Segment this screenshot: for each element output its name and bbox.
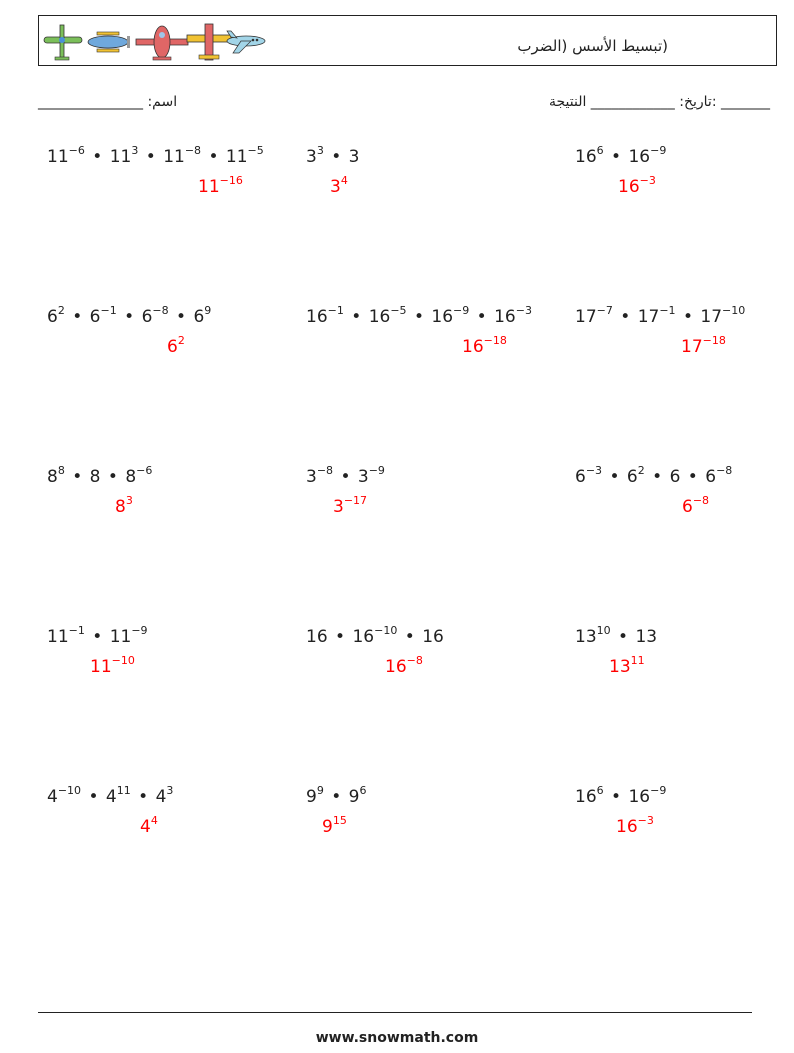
term-exponent: −1 bbox=[327, 304, 344, 317]
problem-item bbox=[297, 464, 512, 527]
blue-biplane-icon bbox=[88, 32, 130, 52]
answer-base: 4 bbox=[140, 817, 151, 837]
term-exponent: −6 bbox=[68, 144, 85, 157]
problem-item bbox=[38, 144, 264, 207]
term-base: 16 bbox=[628, 147, 651, 167]
term-exponent: −5 bbox=[247, 144, 264, 157]
term-base: 11 bbox=[109, 147, 132, 167]
term-base: 13 bbox=[635, 627, 658, 647]
term-exponent: −8 bbox=[316, 464, 334, 477]
term-base: 16 bbox=[575, 147, 597, 167]
term-exponent: −8 bbox=[184, 144, 202, 157]
problem-expression bbox=[47, 304, 212, 327]
multiply-dot: • bbox=[325, 147, 347, 167]
term-base: 3 bbox=[348, 147, 360, 167]
term-exponent: 9 bbox=[316, 784, 324, 797]
answer bbox=[682, 494, 710, 517]
multiply-dot: • bbox=[408, 307, 430, 327]
answer-exponent: −3 bbox=[637, 814, 654, 827]
multiply-dot: • bbox=[614, 307, 636, 327]
problem-expression bbox=[306, 304, 532, 327]
answer-base: 11 bbox=[90, 657, 112, 677]
term-base: 6 bbox=[626, 467, 638, 487]
term-base: 4 bbox=[47, 787, 58, 807]
answer bbox=[681, 334, 726, 357]
answer-exponent: 11 bbox=[630, 654, 645, 667]
answer-base: 13 bbox=[609, 657, 631, 677]
term-base: 16 bbox=[368, 307, 391, 327]
term-exponent: −1 bbox=[659, 304, 676, 317]
jet-plane-icon bbox=[227, 31, 265, 53]
multiply-dot: • bbox=[132, 787, 154, 807]
term-exponent: −3 bbox=[515, 304, 532, 317]
multiply-dot: • bbox=[345, 307, 367, 327]
term-exponent: −1 bbox=[100, 304, 117, 317]
term-base: 11 bbox=[109, 627, 132, 647]
multiply-dot: • bbox=[118, 307, 140, 327]
term-base: 16 bbox=[306, 307, 328, 327]
multiply-dot: • bbox=[102, 467, 124, 487]
answer-base: 3 bbox=[330, 177, 341, 197]
term-base: 17 bbox=[637, 307, 660, 327]
multiply-dot: • bbox=[66, 467, 88, 487]
answer bbox=[462, 334, 507, 357]
problem-expression bbox=[575, 304, 746, 327]
term-base: 16 bbox=[628, 787, 651, 807]
answer-exponent: −18 bbox=[483, 334, 507, 347]
answer-base: 8 bbox=[115, 497, 126, 517]
term-exponent: −3 bbox=[585, 464, 603, 477]
term-base: 6 bbox=[141, 307, 153, 327]
answer-exponent: −8 bbox=[406, 654, 423, 667]
term-base: 4 bbox=[155, 787, 167, 807]
multiply-dot: • bbox=[682, 467, 704, 487]
answer bbox=[609, 654, 645, 677]
multiply-dot: • bbox=[329, 627, 351, 647]
answer bbox=[115, 494, 133, 517]
problem-expression bbox=[575, 464, 733, 487]
multiply-dot: • bbox=[83, 787, 104, 807]
answer-base: 16 bbox=[462, 337, 484, 357]
term-base: 16 bbox=[306, 627, 328, 647]
multiply-dot: • bbox=[203, 147, 224, 167]
problem-expression bbox=[306, 624, 444, 647]
term-exponent: −9 bbox=[650, 144, 667, 157]
term-base: 3 bbox=[357, 467, 369, 487]
answer-exponent: 4 bbox=[340, 174, 348, 187]
answer-base: 6 bbox=[682, 497, 693, 517]
answer bbox=[616, 814, 654, 837]
problem-expression bbox=[575, 624, 658, 647]
answer bbox=[198, 174, 243, 197]
answer-exponent: −10 bbox=[111, 654, 135, 667]
problem-item bbox=[297, 304, 532, 367]
term-base: 3 bbox=[306, 467, 317, 487]
answer-base: 3 bbox=[333, 497, 344, 517]
term-exponent: −1 bbox=[68, 624, 85, 637]
problem-expression bbox=[306, 464, 385, 487]
term-exponent: 3 bbox=[131, 144, 139, 157]
multiply-dot: • bbox=[471, 307, 493, 327]
term-base: 9 bbox=[306, 787, 317, 807]
problem-item bbox=[297, 624, 512, 687]
multiply-dot: • bbox=[66, 307, 88, 327]
answer bbox=[330, 174, 348, 197]
problem-item bbox=[566, 304, 781, 367]
term-exponent: −10 bbox=[57, 784, 82, 797]
problem-expression bbox=[47, 784, 174, 807]
term-base: 16 bbox=[494, 307, 516, 327]
term-base: 13 bbox=[575, 627, 597, 647]
multiply-dot: • bbox=[612, 627, 634, 647]
term-base: 16 bbox=[431, 307, 454, 327]
problem-item bbox=[297, 144, 512, 207]
term-exponent: −10 bbox=[722, 304, 746, 317]
worksheet-header bbox=[38, 15, 777, 66]
term-base: 11 bbox=[163, 147, 185, 167]
answer-base: 11 bbox=[198, 177, 220, 197]
answer-base: 16 bbox=[385, 657, 407, 677]
term-base: 16 bbox=[352, 627, 375, 647]
answer-base: 16 bbox=[618, 177, 640, 197]
answer-exponent: −8 bbox=[692, 494, 710, 507]
green-plane-icon bbox=[44, 25, 82, 60]
term-exponent: 6 bbox=[359, 784, 367, 797]
term-base: 6 bbox=[89, 307, 101, 327]
term-base: 6 bbox=[575, 467, 586, 487]
term-exponent: 10 bbox=[596, 624, 611, 637]
term-base: 6 bbox=[705, 467, 717, 487]
term-exponent: 3 bbox=[166, 784, 174, 797]
problem-expression bbox=[306, 144, 360, 167]
term-exponent: −9 bbox=[131, 624, 148, 637]
answer-exponent: −18 bbox=[702, 334, 726, 347]
problem-expression bbox=[47, 464, 153, 487]
term-exponent: −10 bbox=[374, 624, 398, 637]
term-base: 16 bbox=[422, 627, 444, 647]
answer-exponent: −3 bbox=[639, 174, 656, 187]
footer-url: www.snowmath.com bbox=[315, 1030, 479, 1046]
answer-base: 9 bbox=[322, 817, 333, 837]
answer-exponent: −17 bbox=[343, 494, 368, 507]
problem-expression bbox=[306, 784, 367, 807]
answer bbox=[140, 814, 158, 837]
term-exponent: −8 bbox=[716, 464, 733, 477]
problem-expression bbox=[575, 784, 667, 807]
term-exponent: −9 bbox=[368, 464, 385, 477]
term-base: 4 bbox=[105, 787, 117, 807]
multiply-dot: • bbox=[605, 787, 627, 807]
term-exponent: −5 bbox=[390, 304, 407, 317]
multiply-dot: • bbox=[86, 147, 108, 167]
worksheet-title: (تبسيط الأسس (الضرب bbox=[517, 37, 668, 55]
problem-item bbox=[38, 304, 253, 367]
answer-exponent: 4 bbox=[150, 814, 158, 827]
date-score-field-label: _______ :تاريخ: ____________ النتيجة bbox=[548, 94, 770, 110]
answer bbox=[618, 174, 656, 197]
term-exponent: 6 bbox=[596, 784, 604, 797]
term-exponent: 8 bbox=[57, 464, 65, 477]
multiply-dot: • bbox=[399, 627, 421, 647]
multiply-dot: • bbox=[86, 627, 108, 647]
problem-item bbox=[566, 464, 781, 527]
multiply-dot: • bbox=[335, 467, 356, 487]
term-base: 17 bbox=[575, 307, 597, 327]
term-base: 11 bbox=[47, 147, 69, 167]
answer-exponent: 3 bbox=[125, 494, 133, 507]
term-exponent: 3 bbox=[316, 144, 324, 157]
term-base: 6 bbox=[669, 467, 681, 487]
term-exponent: 11 bbox=[116, 784, 131, 797]
multiply-dot: • bbox=[140, 147, 162, 167]
term-exponent: −6 bbox=[136, 464, 153, 477]
term-exponent: −9 bbox=[650, 784, 667, 797]
answer-exponent: 15 bbox=[332, 814, 347, 827]
multiply-dot: • bbox=[325, 787, 347, 807]
problem-expression bbox=[47, 144, 264, 167]
term-base: 6 bbox=[193, 307, 205, 327]
multiply-dot: • bbox=[677, 307, 699, 327]
airplanes-decoration-icon bbox=[41, 21, 266, 63]
term-base: 9 bbox=[348, 787, 360, 807]
multiply-dot: • bbox=[170, 307, 192, 327]
multiply-dot: • bbox=[646, 467, 668, 487]
term-exponent: −8 bbox=[152, 304, 169, 317]
problem-item bbox=[38, 784, 253, 847]
term-base: 6 bbox=[47, 307, 58, 327]
term-exponent: 2 bbox=[57, 304, 65, 317]
answer bbox=[385, 654, 423, 677]
term-exponent: −9 bbox=[453, 304, 470, 317]
yellow-plane-icon bbox=[187, 24, 231, 60]
answer-base: 6 bbox=[167, 337, 178, 357]
name-field-label: اسم: _______________ bbox=[38, 94, 178, 110]
term-exponent: 6 bbox=[596, 144, 604, 157]
multiply-dot: • bbox=[605, 147, 627, 167]
answer bbox=[333, 494, 368, 517]
term-exponent: 2 bbox=[637, 464, 645, 477]
problem-item bbox=[38, 464, 253, 527]
answer-base: 16 bbox=[616, 817, 638, 837]
term-exponent: 9 bbox=[204, 304, 212, 317]
term-base: 11 bbox=[47, 627, 69, 647]
multiply-dot: • bbox=[604, 467, 625, 487]
answer-base: 17 bbox=[681, 337, 703, 357]
term-exponent: −7 bbox=[596, 304, 613, 317]
problem-item bbox=[566, 784, 781, 847]
red-plane-icon bbox=[136, 26, 188, 60]
footer-divider bbox=[38, 1012, 752, 1013]
term-base: 17 bbox=[700, 307, 723, 327]
problem-expression bbox=[47, 624, 148, 647]
problem-expression bbox=[575, 144, 667, 167]
term-base: 3 bbox=[306, 147, 317, 167]
problem-item bbox=[566, 624, 781, 687]
problem-item bbox=[566, 144, 781, 207]
answer bbox=[322, 814, 347, 837]
term-base: 8 bbox=[125, 467, 137, 487]
answer bbox=[167, 334, 185, 357]
term-base: 8 bbox=[47, 467, 58, 487]
problem-item bbox=[297, 784, 512, 847]
term-base: 11 bbox=[225, 147, 248, 167]
term-base: 8 bbox=[89, 467, 101, 487]
answer bbox=[90, 654, 135, 677]
answer-exponent: 2 bbox=[177, 334, 185, 347]
answer-exponent: −16 bbox=[219, 174, 243, 187]
problem-item bbox=[38, 624, 253, 687]
term-base: 16 bbox=[575, 787, 597, 807]
